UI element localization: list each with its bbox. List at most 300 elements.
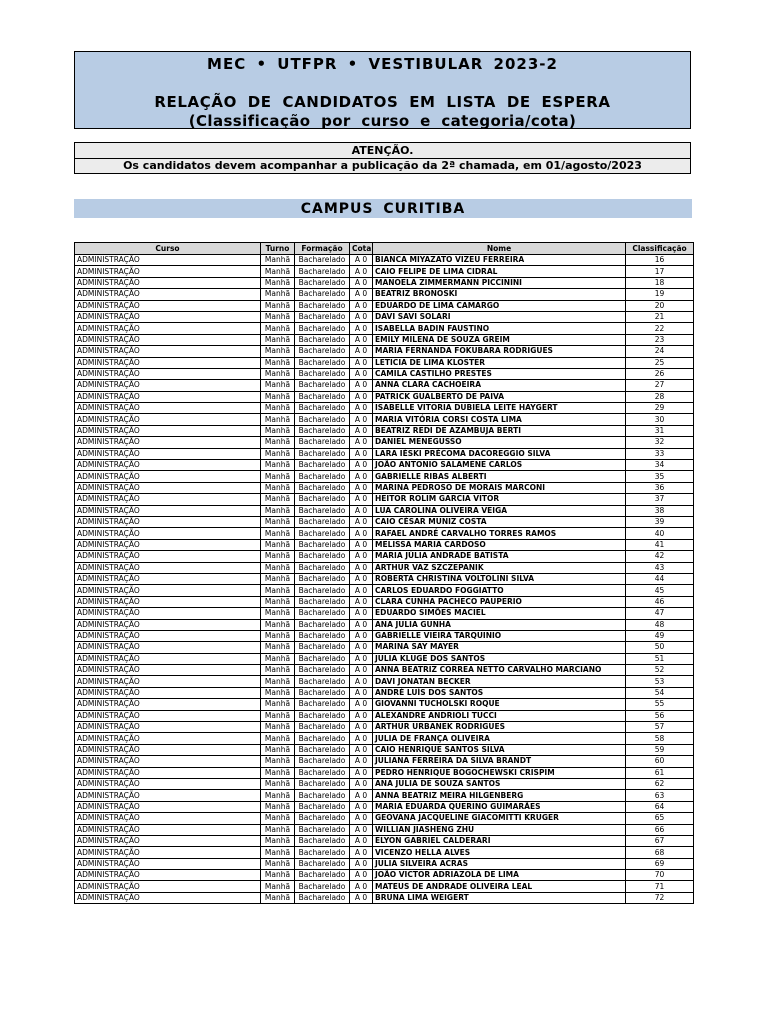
cell-cota: A 0 <box>350 687 373 698</box>
cell-formacao: Bacharelado <box>295 733 350 744</box>
cell-formacao: Bacharelado <box>295 516 350 527</box>
cell-turno: Manhã <box>261 323 295 334</box>
cell-curso: ADMINISTRAÇÃO <box>75 756 261 767</box>
cell-cota: A 0 <box>350 414 373 425</box>
table-row <box>75 790 694 801</box>
cell-turno: Manhã <box>261 368 295 379</box>
notice-box <box>74 142 691 174</box>
cell-curso: ADMINISTRAÇÃO <box>75 892 261 903</box>
cell-nome: BEATRIZ BRONOSKI <box>373 289 626 300</box>
cell-classificacao: 28 <box>626 391 694 402</box>
cell-nome: ANNA BEATRIZ MEIRA HILGENBERG <box>373 790 626 801</box>
cell-formacao: Bacharelado <box>295 323 350 334</box>
table-row <box>75 266 694 277</box>
table-row <box>75 699 694 710</box>
cell-nome: GIOVANNI TUCHOLSKI ROQUE <box>373 699 626 710</box>
cell-curso: ADMINISTRAÇÃO <box>75 778 261 789</box>
table-row <box>75 608 694 619</box>
cell-classificacao: 38 <box>626 505 694 516</box>
cell-curso: ADMINISTRAÇÃO <box>75 311 261 322</box>
cell-turno: Manhã <box>261 881 295 892</box>
cell-nome: ANDRÉ LUÍS DOS SANTOS <box>373 687 626 698</box>
cell-formacao: Bacharelado <box>295 562 350 573</box>
cell-curso: ADMINISTRAÇÃO <box>75 562 261 573</box>
table-row <box>75 289 694 300</box>
table-row <box>75 539 694 550</box>
cell-classificacao: 43 <box>626 562 694 573</box>
cell-curso: ADMINISTRAÇÃO <box>75 881 261 892</box>
cell-turno: Manhã <box>261 699 295 710</box>
table-row <box>75 391 694 402</box>
cell-cota: A 0 <box>350 847 373 858</box>
table-row <box>75 596 694 607</box>
cell-cota: A 0 <box>350 562 373 573</box>
cell-classificacao: 53 <box>626 676 694 687</box>
cell-cota: A 0 <box>350 539 373 550</box>
header-description: (Classificação por curso e categoria/cota) <box>188 112 577 130</box>
cell-formacao: Bacharelado <box>295 892 350 903</box>
table-row <box>75 813 694 824</box>
table-row <box>75 562 694 573</box>
cell-classificacao: 70 <box>626 870 694 881</box>
table-row <box>75 733 694 744</box>
cell-nome: CLARA CUNHA PACHECO PAUPERIO <box>373 596 626 607</box>
cell-formacao: Bacharelado <box>295 778 350 789</box>
cell-classificacao: 71 <box>626 881 694 892</box>
cell-turno: Manhã <box>261 767 295 778</box>
column-header-formacao: Formação <box>295 243 350 255</box>
cell-classificacao: 62 <box>626 778 694 789</box>
cell-formacao: Bacharelado <box>295 482 350 493</box>
cell-formacao: Bacharelado <box>295 494 350 505</box>
table-row <box>75 255 694 266</box>
cell-cota: A 0 <box>350 368 373 379</box>
cell-nome: JOÃO VICTOR ADRIAZOLA DE LIMA <box>373 870 626 881</box>
cell-cota: A 0 <box>350 437 373 448</box>
cell-curso: ADMINISTRAÇÃO <box>75 642 261 653</box>
cell-cota: A 0 <box>350 892 373 903</box>
table-row <box>75 573 694 584</box>
header-subtitle: RELAÇÃO DE CANDIDATOS EM LISTA DE ESPERA <box>154 93 611 111</box>
cell-classificacao: 22 <box>626 323 694 334</box>
cell-turno: Manhã <box>261 665 295 676</box>
table-row <box>75 380 694 391</box>
cell-classificacao: 54 <box>626 687 694 698</box>
cell-turno: Manhã <box>261 642 295 653</box>
cell-turno: Manhã <box>261 653 295 664</box>
cell-cota: A 0 <box>350 870 373 881</box>
cell-turno: Manhã <box>261 573 295 584</box>
table-row <box>75 357 694 368</box>
cell-classificacao: 44 <box>626 573 694 584</box>
cell-cota: A 0 <box>350 733 373 744</box>
cell-classificacao: 59 <box>626 744 694 755</box>
cell-cota: A 0 <box>350 642 373 653</box>
cell-formacao: Bacharelado <box>295 687 350 698</box>
table-row <box>75 687 694 698</box>
cell-cota: A 0 <box>350 790 373 801</box>
table-row <box>75 551 694 562</box>
cell-nome: JULIA DE FRANÇA OLIVEIRA <box>373 733 626 744</box>
cell-cota: A 0 <box>350 801 373 812</box>
cell-classificacao: 72 <box>626 892 694 903</box>
cell-curso: ADMINISTRAÇÃO <box>75 699 261 710</box>
cell-curso: ADMINISTRAÇÃO <box>75 437 261 448</box>
cell-nome: PATRICK GUALBERTO DE PAIVA <box>373 391 626 402</box>
notice-text: Os candidatos devem acompanhar a publicação da 2ª chamada, em 01/agosto/2023 <box>123 159 642 172</box>
cell-formacao: Bacharelado <box>295 619 350 630</box>
cell-turno: Manhã <box>261 562 295 573</box>
cell-classificacao: 32 <box>626 437 694 448</box>
cell-nome: DAVI JONATAN BECKER <box>373 676 626 687</box>
cell-nome: CAIO CÉSAR MUNIZ COSTA <box>373 516 626 527</box>
cell-turno: Manhã <box>261 311 295 322</box>
table-header-row <box>75 243 694 255</box>
cell-curso: ADMINISTRAÇÃO <box>75 767 261 778</box>
cell-classificacao: 45 <box>626 585 694 596</box>
cell-formacao: Bacharelado <box>295 767 350 778</box>
cell-classificacao: 40 <box>626 528 694 539</box>
cell-formacao: Bacharelado <box>295 289 350 300</box>
cell-curso: ADMINISTRAÇÃO <box>75 528 261 539</box>
cell-turno: Manhã <box>261 619 295 630</box>
cell-curso: ADMINISTRAÇÃO <box>75 346 261 357</box>
cell-curso: ADMINISTRAÇÃO <box>75 448 261 459</box>
cell-turno: Manhã <box>261 585 295 596</box>
cell-cota: A 0 <box>350 756 373 767</box>
cell-nome: MARINA SAY MAYER <box>373 642 626 653</box>
table-row <box>75 311 694 322</box>
cell-curso: ADMINISTRAÇÃO <box>75 357 261 368</box>
cell-formacao: Bacharelado <box>295 460 350 471</box>
column-header-classificacao: Classificação <box>626 243 694 255</box>
cell-formacao: Bacharelado <box>295 608 350 619</box>
cell-nome: LARA IÉSKI PRÉCOMA DACOREGGIO SILVA <box>373 448 626 459</box>
cell-classificacao: 46 <box>626 596 694 607</box>
cell-formacao: Bacharelado <box>295 699 350 710</box>
cell-turno: Manhã <box>261 824 295 835</box>
cell-cota: A 0 <box>350 289 373 300</box>
cell-nome: ANNA BEATRIZ CORREA NETTO CARVALHO MARCIANO <box>373 665 626 676</box>
cell-turno: Manhã <box>261 813 295 824</box>
cell-turno: Manhã <box>261 528 295 539</box>
cell-formacao: Bacharelado <box>295 653 350 664</box>
cell-formacao: Bacharelado <box>295 881 350 892</box>
cell-turno: Manhã <box>261 516 295 527</box>
cell-classificacao: 37 <box>626 494 694 505</box>
cell-nome: CARLOS EDUARDO FOGGIATTO <box>373 585 626 596</box>
cell-formacao: Bacharelado <box>295 368 350 379</box>
notice-title: ATENÇÃO. <box>75 143 690 159</box>
cell-formacao: Bacharelado <box>295 722 350 733</box>
cell-classificacao: 49 <box>626 630 694 641</box>
cell-turno: Manhã <box>261 710 295 721</box>
cell-turno: Manhã <box>261 300 295 311</box>
table-row <box>75 460 694 471</box>
campus-heading: CAMPUS CURITIBA <box>74 199 692 218</box>
cell-nome: JOÃO ANTONIO SALAMENE CARLOS <box>373 460 626 471</box>
cell-nome: BEATRIZ REDI DE AZAMBUJA BERTI <box>373 425 626 436</box>
cell-cota: A 0 <box>350 300 373 311</box>
cell-cota: A 0 <box>350 596 373 607</box>
cell-nome: ANA JULIA GUNHA <box>373 619 626 630</box>
cell-formacao: Bacharelado <box>295 824 350 835</box>
cell-nome: WILLIAN JIASHENG ZHU <box>373 824 626 835</box>
cell-turno: Manhã <box>261 722 295 733</box>
cell-nome: RAFAEL ANDRÉ CARVALHO TORRES RAMOS <box>373 528 626 539</box>
table-row <box>75 767 694 778</box>
cell-classificacao: 61 <box>626 767 694 778</box>
cell-curso: ADMINISTRAÇÃO <box>75 460 261 471</box>
table-row <box>75 471 694 482</box>
table-row <box>75 619 694 630</box>
cell-formacao: Bacharelado <box>295 277 350 288</box>
cell-formacao: Bacharelado <box>295 585 350 596</box>
cell-nome: EDUARDO DE LIMA CAMARGO <box>373 300 626 311</box>
cell-nome: ELYON GABRIEL CALDERARI <box>373 835 626 846</box>
cell-formacao: Bacharelado <box>295 847 350 858</box>
cell-classificacao: 55 <box>626 699 694 710</box>
cell-nome: JULIANA FERREIRA DA SILVA BRANDT <box>373 756 626 767</box>
cell-nome: MELISSA MARIA CARDOSO <box>373 539 626 550</box>
cell-nome: CAIO FELIPE DE LIMA CIDRAL <box>373 266 626 277</box>
cell-formacao: Bacharelado <box>295 870 350 881</box>
cell-classificacao: 19 <box>626 289 694 300</box>
cell-nome: ANNA CLARA CACHOEIRA <box>373 380 626 391</box>
cell-turno: Manhã <box>261 790 295 801</box>
cell-cota: A 0 <box>350 824 373 835</box>
cell-cota: A 0 <box>350 357 373 368</box>
cell-turno: Manhã <box>261 630 295 641</box>
cell-formacao: Bacharelado <box>295 573 350 584</box>
cell-turno: Manhã <box>261 494 295 505</box>
cell-cota: A 0 <box>350 334 373 345</box>
cell-curso: ADMINISTRAÇÃO <box>75 585 261 596</box>
cell-curso: ADMINISTRAÇÃO <box>75 505 261 516</box>
cell-formacao: Bacharelado <box>295 642 350 653</box>
cell-curso: ADMINISTRAÇÃO <box>75 858 261 869</box>
table-row <box>75 334 694 345</box>
cell-classificacao: 35 <box>626 471 694 482</box>
table-row <box>75 323 694 334</box>
cell-nome: EMILY MILENA DE SOUZA GREIM <box>373 334 626 345</box>
table-row <box>75 448 694 459</box>
cell-cota: A 0 <box>350 881 373 892</box>
cell-turno: Manhã <box>261 357 295 368</box>
table-row <box>75 892 694 903</box>
cell-classificacao: 48 <box>626 619 694 630</box>
cell-curso: ADMINISTRAÇÃO <box>75 722 261 733</box>
cell-formacao: Bacharelado <box>295 756 350 767</box>
cell-cota: A 0 <box>350 266 373 277</box>
cell-curso: ADMINISTRAÇÃO <box>75 551 261 562</box>
table-row <box>75 528 694 539</box>
cell-classificacao: 23 <box>626 334 694 345</box>
cell-formacao: Bacharelado <box>295 334 350 345</box>
cell-nome: JULIA KLUGE DOS SANTOS <box>373 653 626 664</box>
table-row <box>75 642 694 653</box>
cell-turno: Manhã <box>261 334 295 345</box>
cell-nome: ISABELLA BADIN FAUSTINO <box>373 323 626 334</box>
cell-curso: ADMINISTRAÇÃO <box>75 368 261 379</box>
cell-classificacao: 50 <box>626 642 694 653</box>
cell-nome: MARIA FERNANDA FOKUBARA RODRIGUES <box>373 346 626 357</box>
cell-formacao: Bacharelado <box>295 596 350 607</box>
cell-curso: ADMINISTRAÇÃO <box>75 665 261 676</box>
cell-curso: ADMINISTRAÇÃO <box>75 380 261 391</box>
cell-classificacao: 64 <box>626 801 694 812</box>
cell-nome: CAMILA CASTILHO PRESTES <box>373 368 626 379</box>
cell-nome: DAVI SAVI SOLARI <box>373 311 626 322</box>
cell-classificacao: 67 <box>626 835 694 846</box>
cell-classificacao: 20 <box>626 300 694 311</box>
cell-turno: Manhã <box>261 687 295 698</box>
cell-turno: Manhã <box>261 676 295 687</box>
cell-turno: Manhã <box>261 778 295 789</box>
cell-formacao: Bacharelado <box>295 551 350 562</box>
cell-turno: Manhã <box>261 608 295 619</box>
cell-classificacao: 39 <box>626 516 694 527</box>
cell-turno: Manhã <box>261 733 295 744</box>
document-header <box>74 51 691 129</box>
cell-cota: A 0 <box>350 505 373 516</box>
cell-classificacao: 47 <box>626 608 694 619</box>
cell-cota: A 0 <box>350 585 373 596</box>
cell-formacao: Bacharelado <box>295 391 350 402</box>
table-row <box>75 425 694 436</box>
cell-formacao: Bacharelado <box>295 311 350 322</box>
cell-nome: MATEUS DE ANDRADE OLIVEIRA LEAL <box>373 881 626 892</box>
cell-turno: Manhã <box>261 289 295 300</box>
cell-curso: ADMINISTRAÇÃO <box>75 744 261 755</box>
table-row <box>75 710 694 721</box>
table-body <box>75 255 694 904</box>
cell-cota: A 0 <box>350 277 373 288</box>
cell-formacao: Bacharelado <box>295 676 350 687</box>
cell-formacao: Bacharelado <box>295 346 350 357</box>
cell-cota: A 0 <box>350 573 373 584</box>
cell-classificacao: 42 <box>626 551 694 562</box>
cell-nome: ISABELLE VITORIA DUBIELA LEITE HAYGERT <box>373 403 626 414</box>
cell-nome: ANA JULIA DE SOUZA SANTOS <box>373 778 626 789</box>
cell-curso: ADMINISTRAÇÃO <box>75 710 261 721</box>
cell-curso: ADMINISTRAÇÃO <box>75 687 261 698</box>
table-row <box>75 368 694 379</box>
cell-classificacao: 31 <box>626 425 694 436</box>
cell-classificacao: 26 <box>626 368 694 379</box>
cell-nome: JULIA SILVEIRA ACRAS <box>373 858 626 869</box>
cell-nome: GABRIELLE RIBAS ALBERTI <box>373 471 626 482</box>
cell-formacao: Bacharelado <box>295 813 350 824</box>
cell-formacao: Bacharelado <box>295 665 350 676</box>
cell-turno: Manhã <box>261 539 295 550</box>
table-row <box>75 744 694 755</box>
cell-cota: A 0 <box>350 767 373 778</box>
cell-cota: A 0 <box>350 528 373 539</box>
cell-turno: Manhã <box>261 870 295 881</box>
cell-curso: ADMINISTRAÇÃO <box>75 266 261 277</box>
cell-turno: Manhã <box>261 744 295 755</box>
table-row <box>75 847 694 858</box>
table-row <box>75 881 694 892</box>
table-row <box>75 756 694 767</box>
cell-nome: GABRIELLE VIEIRA TARQUINIO <box>373 630 626 641</box>
cell-classificacao: 30 <box>626 414 694 425</box>
cell-cota: A 0 <box>350 255 373 266</box>
cell-curso: ADMINISTRAÇÃO <box>75 630 261 641</box>
cell-formacao: Bacharelado <box>295 425 350 436</box>
cell-formacao: Bacharelado <box>295 528 350 539</box>
cell-classificacao: 63 <box>626 790 694 801</box>
column-header-turno: Turno <box>261 243 295 255</box>
cell-turno: Manhã <box>261 448 295 459</box>
table-row <box>75 585 694 596</box>
cell-turno: Manhã <box>261 858 295 869</box>
cell-nome: ARTHUR VAZ SZCZEPANIK <box>373 562 626 573</box>
cell-nome: MARIA VITÓRIA CORSI COSTA LIMA <box>373 414 626 425</box>
cell-curso: ADMINISTRAÇÃO <box>75 289 261 300</box>
cell-formacao: Bacharelado <box>295 835 350 846</box>
cell-curso: ADMINISTRAÇÃO <box>75 676 261 687</box>
cell-formacao: Bacharelado <box>295 790 350 801</box>
cell-formacao: Bacharelado <box>295 300 350 311</box>
cell-turno: Manhã <box>261 277 295 288</box>
cell-turno: Manhã <box>261 437 295 448</box>
cell-curso: ADMINISTRAÇÃO <box>75 824 261 835</box>
table-row <box>75 403 694 414</box>
cell-nome: LETICIA DE LIMA KLOSTER <box>373 357 626 368</box>
cell-cota: A 0 <box>350 665 373 676</box>
cell-formacao: Bacharelado <box>295 255 350 266</box>
cell-curso: ADMINISTRAÇÃO <box>75 391 261 402</box>
column-header-curso: Curso <box>75 243 261 255</box>
table-row <box>75 665 694 676</box>
cell-formacao: Bacharelado <box>295 471 350 482</box>
cell-cota: A 0 <box>350 516 373 527</box>
cell-curso: ADMINISTRAÇÃO <box>75 300 261 311</box>
cell-classificacao: 24 <box>626 346 694 357</box>
cell-cota: A 0 <box>350 448 373 459</box>
cell-cota: A 0 <box>350 323 373 334</box>
cell-turno: Manhã <box>261 596 295 607</box>
cell-curso: ADMINISTRAÇÃO <box>75 653 261 664</box>
cell-classificacao: 65 <box>626 813 694 824</box>
cell-cota: A 0 <box>350 608 373 619</box>
cell-turno: Manhã <box>261 255 295 266</box>
cell-formacao: Bacharelado <box>295 448 350 459</box>
cell-curso: ADMINISTRAÇÃO <box>75 847 261 858</box>
cell-nome: BRUNA LIMA WEIGERT <box>373 892 626 903</box>
cell-classificacao: 60 <box>626 756 694 767</box>
cell-turno: Manhã <box>261 471 295 482</box>
cell-cota: A 0 <box>350 676 373 687</box>
cell-cota: A 0 <box>350 630 373 641</box>
cell-curso: ADMINISTRAÇÃO <box>75 482 261 493</box>
cell-classificacao: 66 <box>626 824 694 835</box>
cell-cota: A 0 <box>350 482 373 493</box>
cell-cota: A 0 <box>350 813 373 824</box>
cell-nome: GEOVANA JACQUELINE GIACOMITTI KRUGER <box>373 813 626 824</box>
cell-classificacao: 68 <box>626 847 694 858</box>
cell-classificacao: 33 <box>626 448 694 459</box>
cell-nome: VICENZO HELLA ALVES <box>373 847 626 858</box>
cell-formacao: Bacharelado <box>295 630 350 641</box>
cell-classificacao: 52 <box>626 665 694 676</box>
cell-curso: ADMINISTRAÇÃO <box>75 573 261 584</box>
cell-nome: MARIA JÚLIA ANDRADE BATISTA <box>373 551 626 562</box>
table-row <box>75 870 694 881</box>
cell-curso: ADMINISTRAÇÃO <box>75 790 261 801</box>
